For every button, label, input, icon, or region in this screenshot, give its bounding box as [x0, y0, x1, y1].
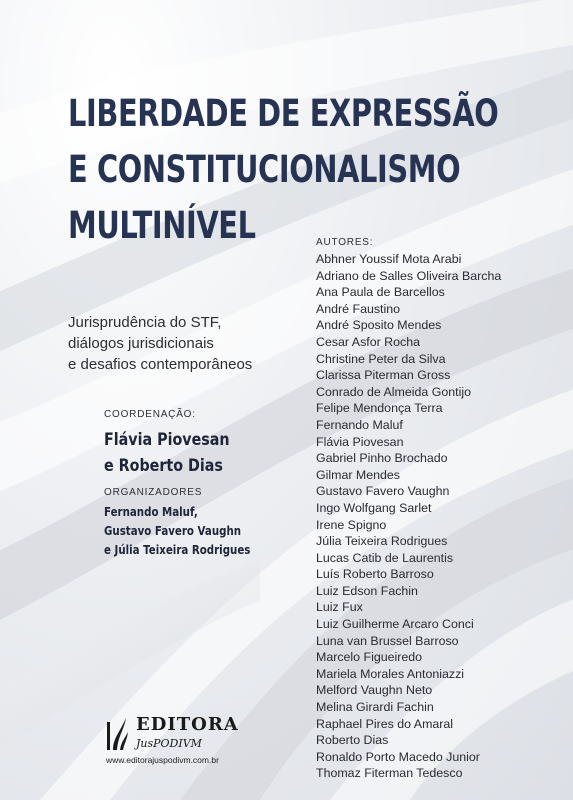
- author-item: Irene Spigno: [316, 517, 387, 532]
- author-item: Lucas Catib de Laurentis: [316, 550, 454, 565]
- author-item: Ingo Wolfgang Sarlet: [316, 500, 432, 515]
- author-item: Clarissa Piterman Gross: [316, 368, 451, 383]
- authors-list: [316, 251, 501, 782]
- author-item: Luís Roberto Barroso: [316, 567, 434, 582]
- author-item: Ronaldo Porto Macedo Junior: [316, 749, 480, 764]
- author-item: Adriano de Salles Oliveira Barcha: [316, 268, 502, 283]
- author-item: Gilmar Mendes: [316, 467, 401, 482]
- author-item: Luna van Brussel Barroso: [316, 633, 459, 648]
- author-item: Gustavo Favero Vaughn: [316, 484, 450, 499]
- publisher-name: EDITORA: [136, 714, 239, 735]
- author-item: Luiz Guilherme Arcaro Conci: [316, 617, 474, 632]
- author-item: André Faustino: [316, 301, 401, 316]
- author-item: Abhner Youssif Mota Arabi: [316, 252, 462, 266]
- author-item: Felipe Mendonça Terra: [316, 401, 443, 416]
- organizers: [104, 502, 250, 559]
- author-item: Mariela Morales Antoniazzi: [316, 666, 465, 681]
- title-line-3: MULTINÍVEL: [68, 204, 256, 247]
- organizer-line-1: Fernando Maluf,: [104, 504, 198, 519]
- publisher-logo: [104, 714, 256, 769]
- coordinators: [104, 427, 230, 479]
- publisher-emblem-icon: [104, 716, 130, 752]
- subtitle-line-3: e desafios contemporâneos: [68, 356, 253, 373]
- title-line-1: LIBERDADE DE EXPRESSÃO: [68, 92, 499, 135]
- author-item: Melford Vaughn Neto: [316, 683, 433, 698]
- subtitle-line-2: diálogos jurisdicionais: [68, 335, 214, 352]
- organizer-line-3: e Júlia Teixeira Rodrigues: [104, 542, 251, 557]
- author-item: Cesar Asfor Rocha: [316, 334, 420, 349]
- author-item: Fernando Maluf: [316, 417, 403, 432]
- publisher-url: www.editorajuspodivm.com.br: [106, 755, 219, 765]
- author-item: Gabriel Pinho Brochado: [316, 451, 448, 466]
- book-subtitle: [68, 312, 252, 375]
- author-item: Marcelo Figueiredo: [316, 650, 423, 665]
- author-item: Raphael Pires do Amaral: [316, 716, 454, 731]
- coordinator-line-1: Flávia Piovesan: [104, 430, 230, 450]
- coordinator-line-2: e Roberto Dias: [104, 456, 223, 476]
- author-item: Christine Peter da Silva: [316, 351, 446, 366]
- organizer-line-2: Gustavo Favero Vaughn: [104, 523, 242, 538]
- author-item: Ana Paula de Barcellos: [316, 285, 445, 300]
- coordination-label: COORDENAÇÃO:: [104, 409, 196, 420]
- author-item: André Sposito Mendes: [316, 318, 442, 333]
- authors-label: AUTORES:: [316, 237, 374, 248]
- author-item: Roberto Dias: [316, 733, 389, 748]
- book-title: [68, 86, 498, 254]
- author-item: Flávia Piovesan: [316, 434, 404, 449]
- author-item: Júlia Teixeira Rodrigues: [316, 534, 448, 549]
- author-item: Melina Girardi Fachin: [316, 700, 434, 715]
- organizers-label: ORGANIZADORES: [104, 487, 203, 498]
- author-item: Luiz Fux: [316, 600, 363, 615]
- title-line-2: E CONSTITUCIONALISMO: [68, 148, 461, 191]
- author-item: Luiz Edson Fachin: [316, 583, 418, 598]
- author-item: Conrado de Almeida Gontijo: [316, 384, 471, 399]
- publisher-imprint: JusPODIVM: [136, 737, 202, 750]
- subtitle-line-1: Jurisprudência do STF,: [68, 314, 222, 331]
- author-item: Thomaz Fiterman Tedesco: [316, 766, 463, 781]
